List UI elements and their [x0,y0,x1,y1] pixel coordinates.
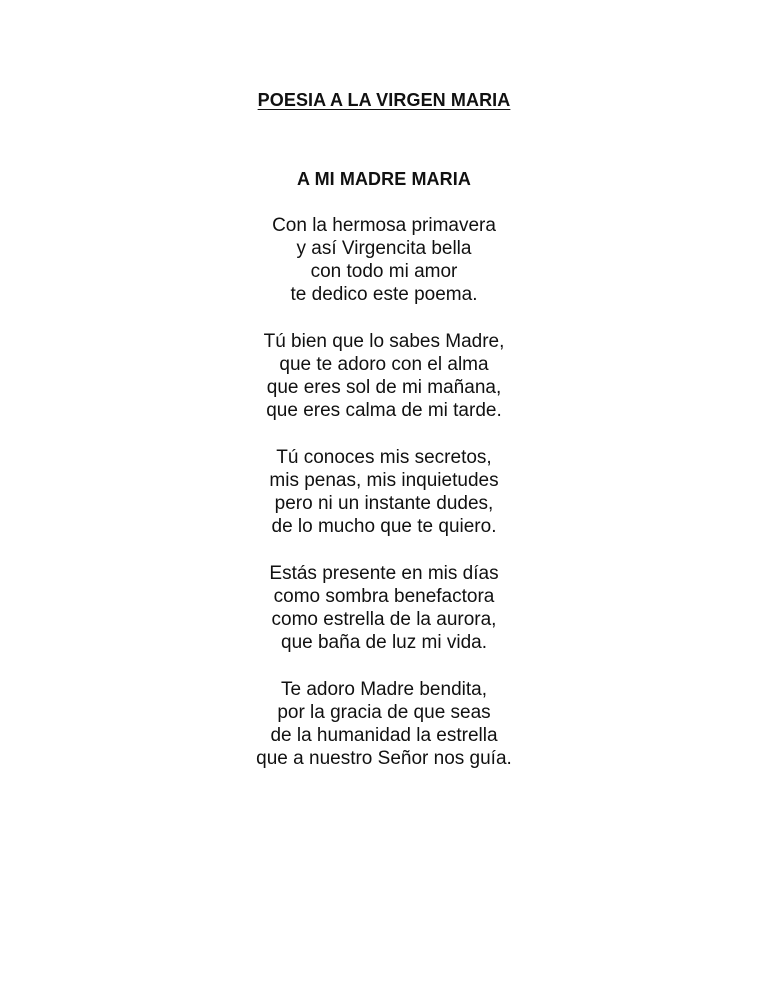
poem-title: A MI MADRE MARIA [297,169,471,189]
poem-line: que eres calma de mi tarde. [266,400,502,421]
poem-line: te dedico este poema. [290,284,478,305]
poem-line: como estrella de la aurora, [271,609,497,630]
poem-line: por la gracia de que seas [277,702,491,723]
stanza [0,678,768,770]
poem-line: Estás presente en mis días [269,563,499,584]
poem-line: mis penas, mis inquietudes [269,470,499,491]
stanza [0,214,768,306]
poem-line: que a nuestro Señor nos guía. [256,748,512,769]
document-title: POESIA A LA VIRGEN MARIA [257,90,511,110]
poem-line: y así Virgencita bella [296,238,472,259]
poem-line: que te adoro con el alma [279,354,489,375]
poem-line: de la humanidad la estrella [270,725,498,746]
poem-line: Tú bien que lo sabes Madre, [263,331,505,352]
poem-line: con todo mi amor [310,261,458,282]
poem-line: que eres sol de mi mañana, [266,377,502,398]
poem-line: como sombra benefactora [273,586,495,607]
poem-line: de lo mucho que te quiero. [271,516,497,537]
poem-line: Te adoro Madre bendita, [281,679,487,700]
stanza [0,446,768,538]
poem-line: Tú conoces mis secretos, [276,447,492,468]
stanza [0,562,768,654]
poem-line: Con la hermosa primavera [272,215,496,236]
stanza [0,330,768,422]
poem-line: pero ni un instante dudes, [274,493,494,514]
poem-line: que baña de luz mi vida. [281,632,487,653]
